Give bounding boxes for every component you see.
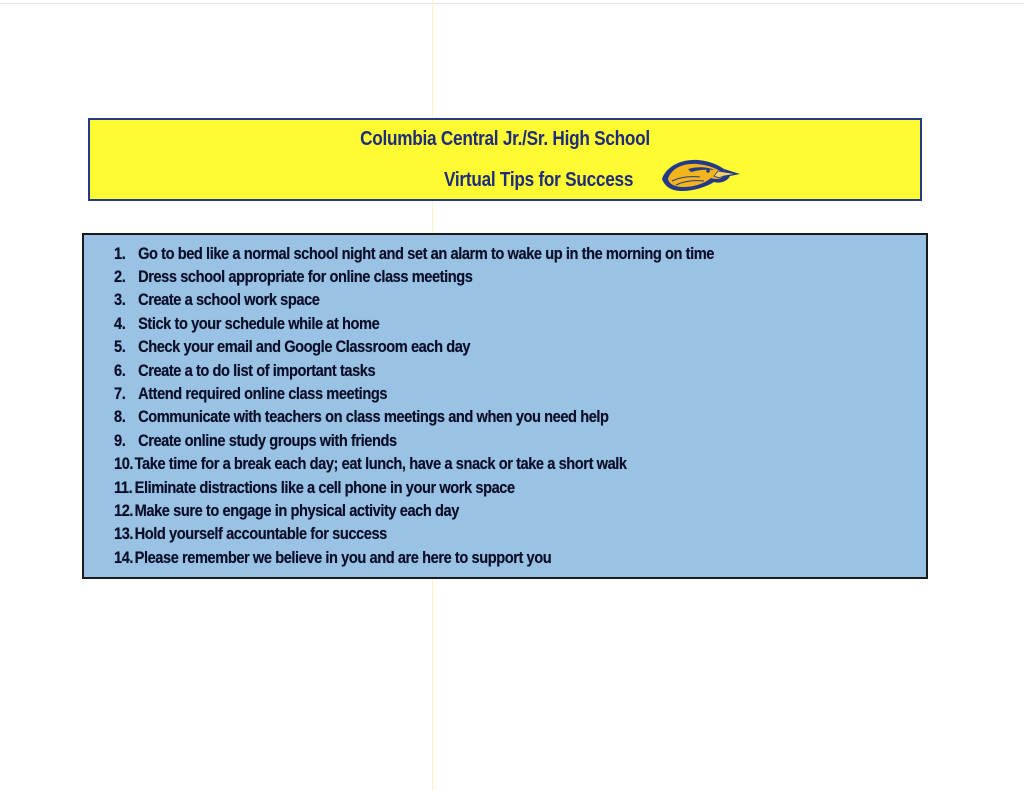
tip-text: Attend required online class meetings: [138, 384, 388, 404]
list-item: [114, 265, 714, 288]
tip-text: Make sure to engage in physical activity each day: [134, 500, 459, 520]
list-item: [114, 476, 714, 499]
tip-number: 12.: [114, 500, 134, 520]
school-name: Columbia Central Jr./Sr. High School: [360, 128, 650, 150]
list-item: [114, 359, 714, 382]
tip-text: Communicate with teachers on class meetings and when you need help: [138, 407, 609, 427]
header-banner: [88, 118, 922, 201]
tip-text: Create a to do list of important tasks: [138, 360, 376, 380]
tip-number: 11.: [114, 477, 133, 497]
tip-number: 13.: [114, 524, 134, 544]
list-item: [114, 499, 714, 522]
list-item: [114, 523, 714, 546]
tip-number: 8.: [114, 407, 126, 427]
list-item: [114, 242, 714, 265]
list-item: [114, 336, 714, 359]
tip-text: Stick to your schedule while at home: [138, 313, 380, 333]
tip-number: 3.: [114, 290, 126, 310]
tip-text: Dress school appropriate for online class meetings: [138, 267, 473, 287]
list-item: [114, 429, 714, 452]
list-item: [114, 546, 714, 569]
list-item: [114, 312, 714, 335]
subtitle-row: [90, 157, 920, 193]
tip-number: 6.: [114, 360, 126, 380]
tip-number: 9.: [114, 430, 126, 450]
eagle-icon: [658, 157, 742, 193]
tip-number: 2.: [114, 267, 126, 287]
list-item: [114, 289, 714, 312]
tip-number: 4.: [114, 313, 126, 333]
tip-text: Eliminate distractions like a cell phone in your work space: [134, 477, 515, 497]
list-item: [114, 406, 714, 429]
tip-text: Check your email and Google Classroom each day: [138, 337, 471, 357]
tip-text: Take time for a break each day; eat lunch, have a snack or take a short walk: [134, 454, 627, 474]
tip-text: Hold yourself accountable for success: [134, 524, 387, 544]
list-item: [114, 382, 714, 405]
tip-text: Create online study groups with friends: [138, 430, 397, 450]
tips-panel: [82, 233, 928, 579]
scan-edge-line: [0, 3, 1024, 4]
tips-list: [114, 242, 812, 569]
tip-text: Create a school work space: [138, 290, 320, 310]
tip-number: 14.: [114, 547, 134, 567]
list-item: [114, 453, 714, 476]
tip-text: Go to bed like a normal school night and set an alarm to wake up in the morning on time: [138, 243, 714, 263]
tip-number: 10.: [114, 454, 134, 474]
tip-number: 1.: [114, 243, 126, 263]
tip-number: 7.: [114, 384, 126, 404]
tip-text: Please remember we believe in you and are here to support you: [134, 547, 552, 567]
document-subtitle: Virtual Tips for Success: [444, 169, 634, 191]
tip-number: 5.: [114, 337, 126, 357]
